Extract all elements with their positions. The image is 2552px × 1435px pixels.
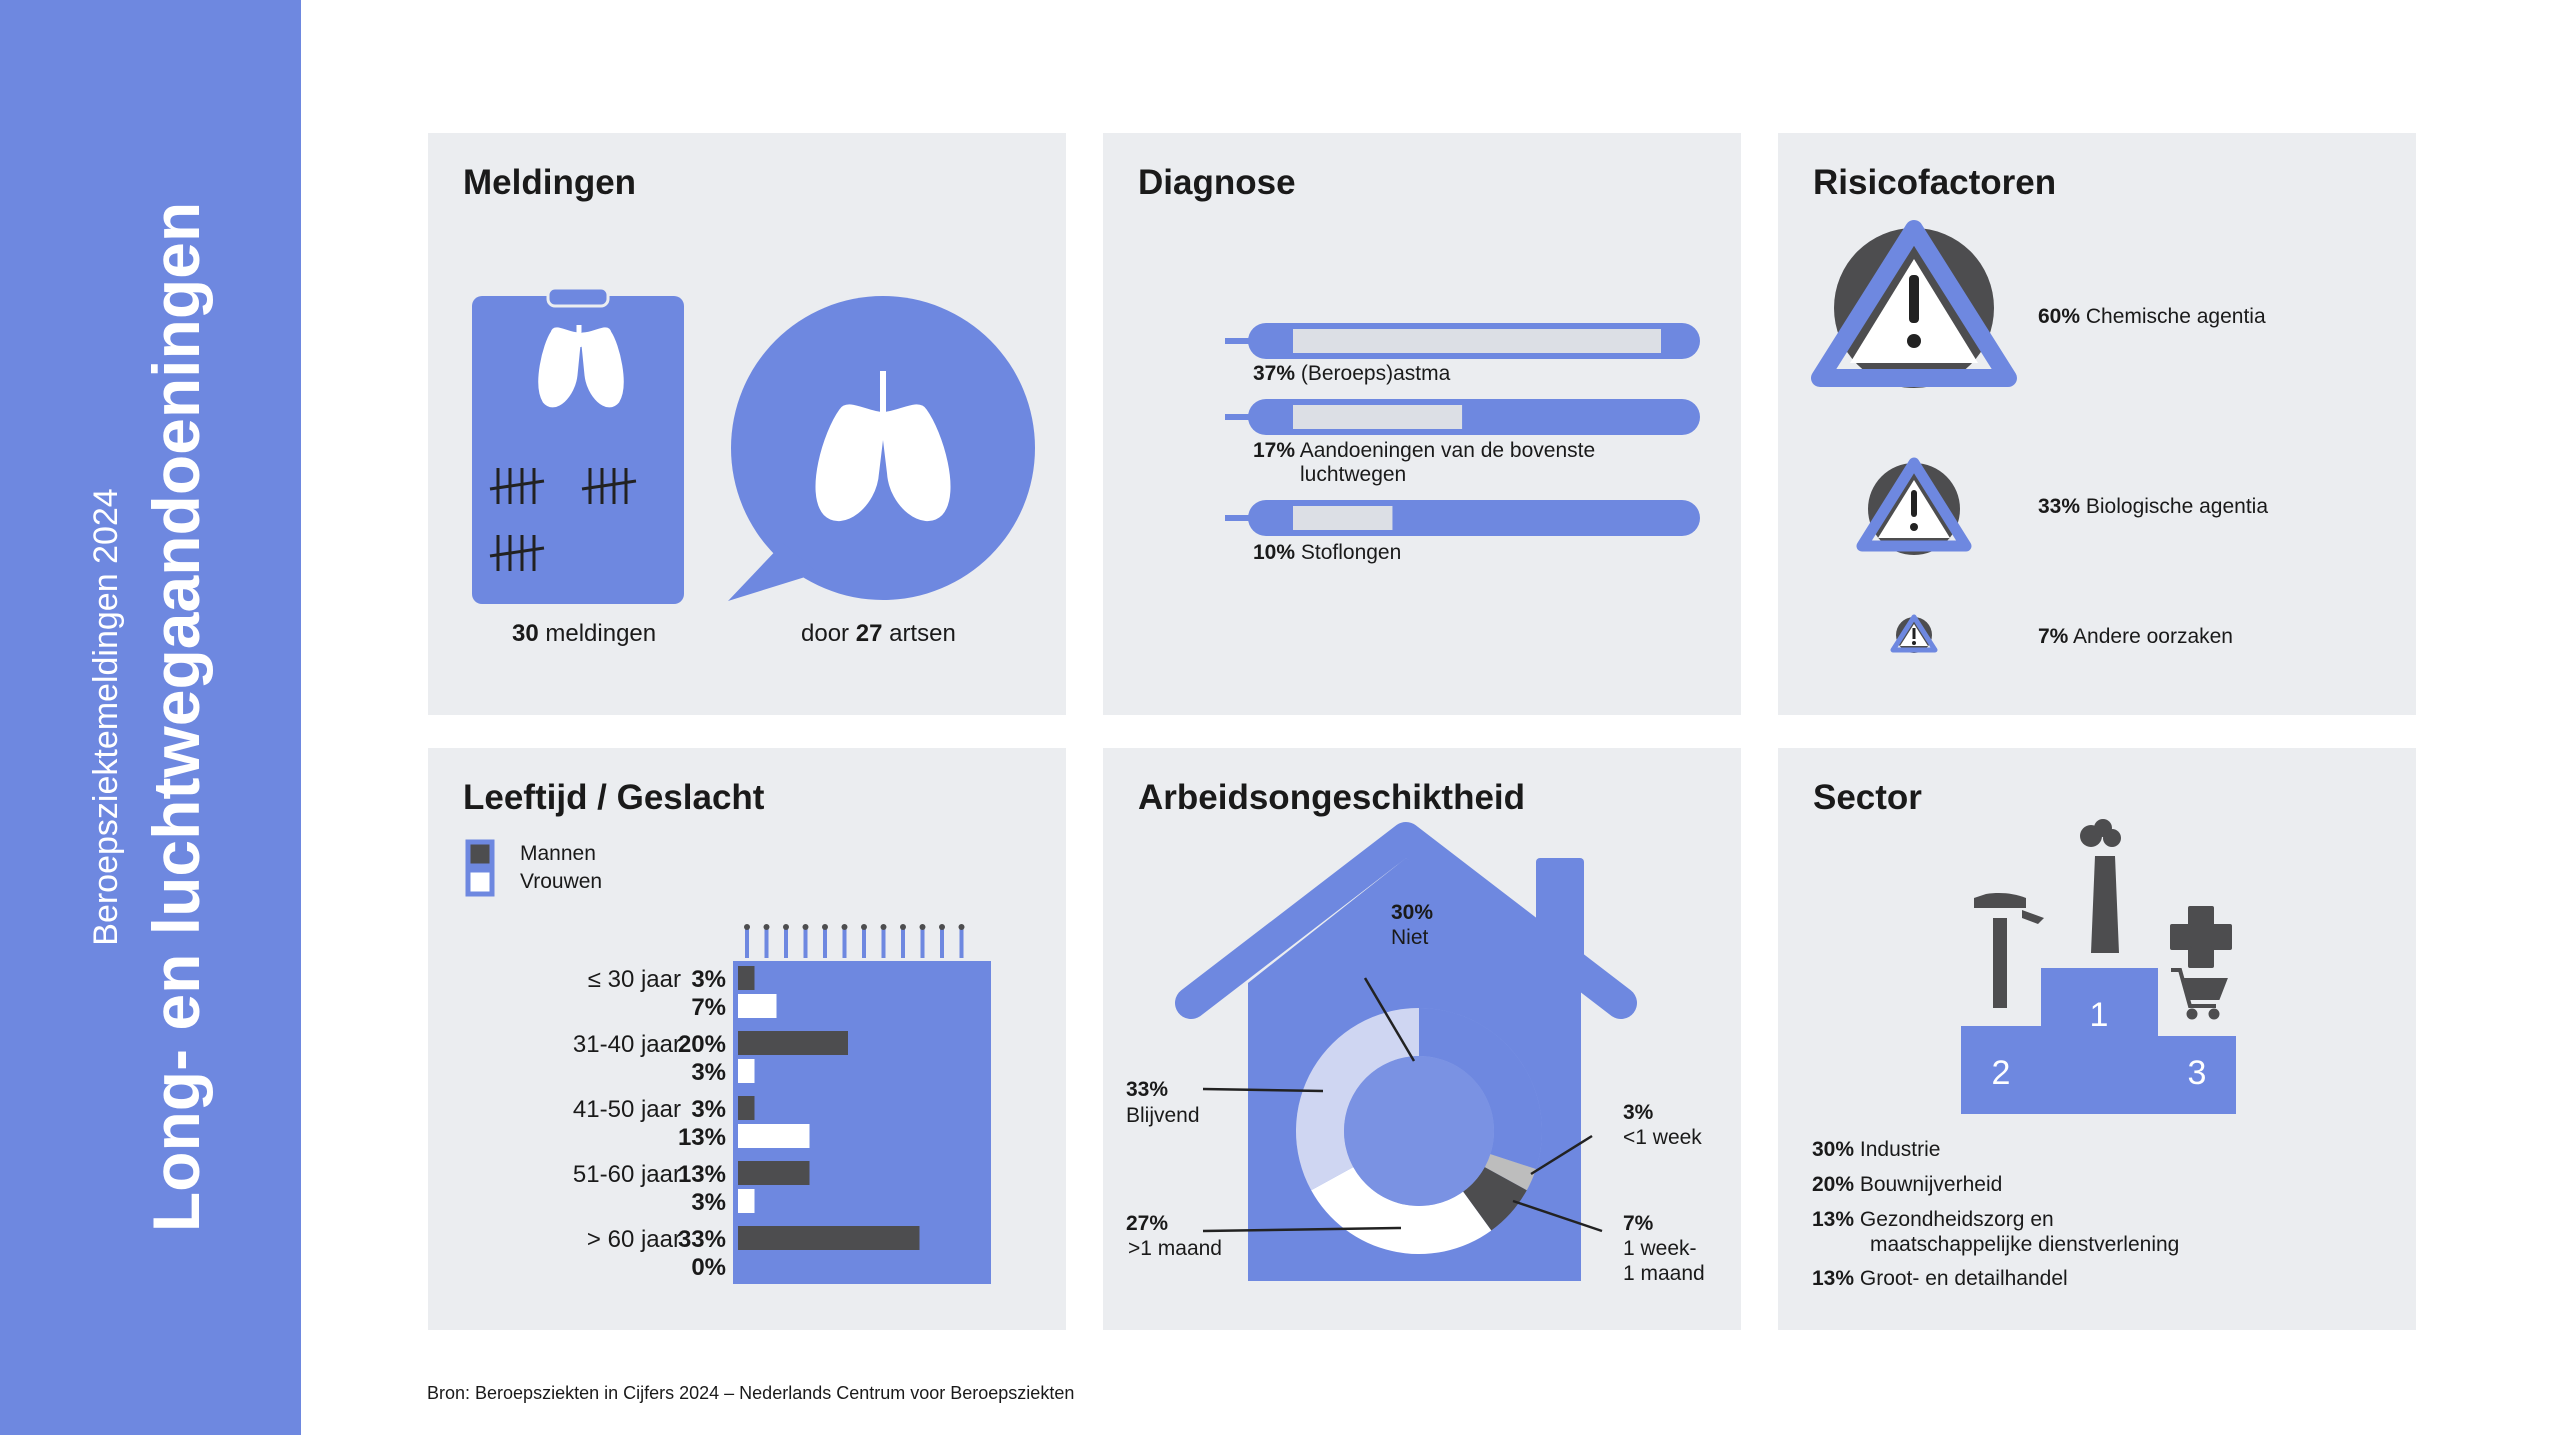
panel-title-sector: Sector [1813, 778, 1922, 817]
panel-diagnose [1103, 133, 1741, 715]
panel-leeftijd [428, 748, 1066, 1330]
source-note: Bron: Beroepsziekten in Cijfers 2024 – Nederlands Centrum voor Beroepsziekten [427, 1383, 1075, 1403]
notepad-ring-top [744, 924, 750, 930]
age-men-5: 33% [677, 1226, 726, 1253]
diagnose-label-2b: luchtwegen [1300, 463, 1407, 486]
diagnose-label-2: 17% Aandoeningen van de bovenste [1253, 439, 1596, 462]
age-women-2: 3% [691, 1059, 726, 1086]
panel-risico [1778, 133, 2416, 715]
sector-item-3: 13% Gezondheidszorg en [1812, 1208, 2054, 1231]
podium-label-3: 3 [2187, 1054, 2207, 1092]
age-group-4: 51-60 jaar [572, 1161, 681, 1188]
age-group-2: 31-40 jaar [572, 1031, 681, 1058]
arbeid-pct-maand: 7% [1623, 1212, 1654, 1235]
age-women-3: 13% [677, 1124, 726, 1151]
thermometer-bar-1 [1225, 323, 1700, 359]
notepad-ring-top [959, 924, 965, 930]
bar-men [738, 1031, 848, 1055]
hammer-icon [1974, 893, 2044, 1008]
panel-title-diagnose: Diagnose [1138, 163, 1296, 202]
panel-title-arbeid: Arbeidsongeschiktheid [1138, 778, 1526, 817]
thermometer-bar-3 [1225, 500, 1700, 536]
diagnose-label-1: 37% (Beroeps)astma [1253, 362, 1451, 385]
notepad-ring-top [881, 924, 887, 930]
speech-bubble-icon [728, 296, 1035, 601]
age-women-1: 7% [691, 994, 726, 1021]
age-men-1: 3% [691, 966, 726, 993]
age-men-4: 13% [677, 1161, 726, 1188]
medical-cross-icon [2172, 908, 2230, 966]
age-men-2: 20% [677, 1031, 726, 1058]
bar-women [738, 994, 777, 1018]
age-women-5: 0% [691, 1254, 726, 1281]
sector-item-3b: maatschappelijke dienstverlening [1870, 1233, 2180, 1256]
diagnose-label-3: 10% Stoflongen [1253, 541, 1402, 564]
warning-medium-icon [1862, 463, 1966, 555]
risico-label-2: 33% Biologische agentia [2038, 495, 2269, 518]
legend-men: Mannen [520, 842, 596, 865]
age-group-1: ≤ 30 jaar [587, 966, 681, 993]
podium-label-1: 1 [2089, 996, 2109, 1034]
panel-title-meldingen: Meldingen [463, 163, 637, 202]
arbeid-label-maand2: 1 maand [1623, 1262, 1705, 1285]
sidebar-text [84, 202, 216, 1232]
sector-item-4: 13% Groot- en detailhandel [1812, 1267, 2068, 1290]
notepad-ring-top [822, 924, 828, 930]
arbeid-label-blijvend: Blijvend [1126, 1104, 1200, 1127]
arbeid-pct-gt-maand: 27% [1126, 1212, 1169, 1235]
age-group-3: 41-50 jaar [572, 1096, 681, 1123]
notepad-ring-top [861, 924, 867, 930]
diagnose-bars [1103, 133, 1741, 715]
bar-women [738, 1059, 755, 1083]
shopping-cart-icon [2171, 970, 2225, 1018]
notepad-ring-top [900, 924, 906, 930]
arbeid-pct-blijvend: 33% [1126, 1078, 1169, 1101]
bar-men [738, 1226, 920, 1250]
bar-men [738, 966, 755, 990]
notepad-ring-top [803, 924, 809, 930]
factory-chimney-icon [2080, 819, 2121, 953]
meldingen-count: 30 meldingen [512, 620, 657, 647]
notepad-ring-top [783, 924, 789, 930]
panel-title-risico: Risicofactoren [1813, 163, 2057, 202]
arbeid-label-gt-maand: >1 maand [1128, 1237, 1222, 1260]
sidebar-subtitle: Beroepsziektemeldingen 2024 [87, 488, 125, 946]
clipboard-icon [472, 288, 684, 604]
panel-title-leeftijd: Leeftijd / Geslacht [463, 778, 765, 817]
sector-item-2: 20% Bouwnijverheid [1812, 1173, 2003, 1196]
age-women-4: 3% [691, 1189, 726, 1216]
thermometer-bar-2 [1225, 399, 1700, 435]
bar-women [738, 1189, 755, 1213]
donut-center [1344, 1056, 1494, 1206]
legend-women: Vrouwen [520, 870, 603, 893]
panel-arbeid [1103, 748, 1741, 1330]
arbeid-label-maand: 1 week- [1623, 1237, 1697, 1260]
warning-large-icon [1820, 228, 2008, 388]
age-men-3: 3% [691, 1096, 726, 1123]
notepad-ring-top [842, 924, 848, 930]
notepad-ring-top [920, 924, 926, 930]
sector-item-1: 30% Industrie [1812, 1138, 1941, 1161]
age-group-5: > 60 jaar [586, 1226, 681, 1253]
notepad-ring-top [764, 924, 770, 930]
warning-small-icon [1893, 617, 1935, 653]
risico-label-1: 60% Chemische agentia [2038, 305, 2266, 328]
arbeid-label-week: <1 week [1623, 1126, 1702, 1149]
bar-men [738, 1096, 755, 1120]
meldingen-doctors: door 27 artsen [801, 620, 956, 647]
podium-label-2: 2 [1991, 1054, 2011, 1092]
arbeid-pct-niet: 30% [1391, 901, 1434, 924]
sidebar [0, 0, 301, 1435]
leeftijd-chart [428, 748, 1066, 1330]
bar-men [738, 1161, 810, 1185]
arbeid-label-niet: Niet [1391, 926, 1429, 949]
legend-swatches [468, 842, 492, 894]
notepad-ring-top [939, 924, 945, 930]
risico-label-3: 7% Andere oorzaken [2038, 625, 2233, 648]
panel-meldingen [428, 133, 1066, 715]
arbeid-pct-week: 3% [1623, 1101, 1654, 1124]
panel-sector [1778, 748, 2416, 1330]
bar-women [738, 1124, 810, 1148]
sidebar-title: Long- en luchtwegaandoeningen [139, 201, 213, 1233]
